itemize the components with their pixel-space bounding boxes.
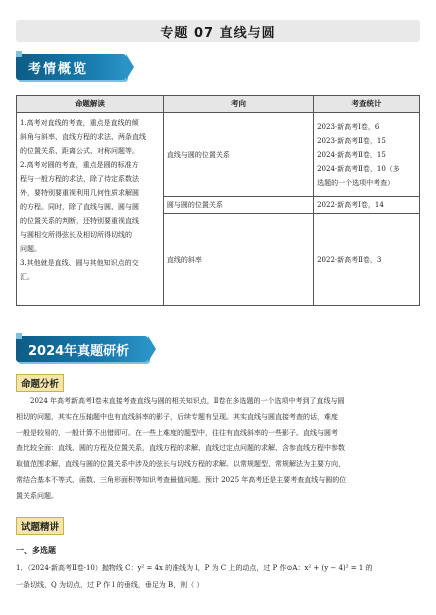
analysis-line: 常结合基本不等式、函数、三角形面积等知识考查最值问题。预计 2025 年高考还是主要考查直线与圆的位 xyxy=(16,475,347,484)
statistics-cell: 2022·新高考Ⅱ卷，3 xyxy=(314,214,420,306)
statistic-line: 2023·新高考Ⅱ卷，15 xyxy=(317,136,386,145)
analysis-line: 2024 年高考新高考Ⅰ卷未直接考查直线与圆的相关知识点，Ⅱ卷在多选题的一个选项中考到了直线与圆 xyxy=(30,397,345,405)
interpretation-line: 与圆相交所得弦长及相切所得切线的 xyxy=(20,231,132,239)
header-direction: 考向 xyxy=(163,96,313,113)
header-interpretation: 命题解读 xyxy=(17,96,164,113)
interpretation-line: 外，要特别要重视利用几何性质求解圆 xyxy=(20,189,139,197)
interpretation-line: 问题。 xyxy=(20,245,41,253)
interpretation-line: 的位置关系、距离公式、对称问题等。 xyxy=(20,147,139,155)
analysis-line: 相切的问题，其实在压轴题中也有直线斜率的影子，后续专题有呈现。其实直线与圆直接考查的话，难度 xyxy=(16,412,338,421)
interpretation-line: 汇。 xyxy=(20,273,34,281)
interpretation-line: 的位置关系的判断，还特别要重视直线 xyxy=(20,217,139,225)
interpretation-line: 程与一般方程的求法，除了待定系数法 xyxy=(20,175,139,183)
statistics-cell: 2022·新高考Ⅰ卷，14 xyxy=(314,197,420,214)
section-title: 一、多选题 xyxy=(16,546,56,555)
analysis-line: 查比较全面：直线、圆的方程及位置关系，直线方程的求解、直线过定点问题的求解、含参直线方程中参数 xyxy=(16,444,345,453)
overview-banner xyxy=(16,54,126,80)
analysis-line: 置关系问题。 xyxy=(16,491,58,500)
interpretation-line: 3.其他就是直线、圆与其他知识点的交 xyxy=(20,259,139,267)
statistic-line: 2023·新高考Ⅰ卷，6 xyxy=(317,122,380,131)
header-statistics: 考查统计 xyxy=(314,96,420,113)
interpretation-line: 1.高考对直线的考查，重点是直线的倾 xyxy=(20,119,139,127)
table-header-row xyxy=(17,96,420,113)
statistics-cell xyxy=(314,113,420,197)
interpretation-line: 斜角与斜率、直线方程的求法、两条直线 xyxy=(20,133,146,141)
direction-cell: 直线与圆的位置关系 xyxy=(163,113,313,197)
statistic-line: 2024·新高考Ⅱ卷，10（多 xyxy=(317,164,400,173)
overview-table xyxy=(16,95,420,306)
statistic-line: 2024·新高考Ⅱ卷，15 xyxy=(317,150,386,159)
banner-accent xyxy=(16,333,22,339)
real-questions-banner-text: 2024年真题研析 xyxy=(28,343,130,359)
analysis-line: 取值范围求解，直线与圆的位置关系中涉及的弦长与切线方程的求解。以常规题型、常规解法为主要方向， xyxy=(16,460,345,469)
questions-label: 试题精讲 xyxy=(16,517,64,535)
question-line: 一条切线，Q 为切点，过 P 作 l 的垂线，垂足为 B，则（ ） xyxy=(16,581,204,589)
page-title: 专题 07 直线与圆 xyxy=(16,20,420,42)
table-row xyxy=(17,113,420,197)
interpretation-line: 的方程。同时，除了直线与圆、圆与圆 xyxy=(20,203,139,211)
question-line: 1．（2024·新高考Ⅱ卷·10）抛物线 C：y² = 4x 的准线为 l，P 为 C 上的动点，过 P 作⊙A：x² + (y − 4)² = 1 的 xyxy=(16,564,373,572)
analysis-label: 命题分析 xyxy=(16,374,64,392)
overview-banner-text: 考情概览 xyxy=(28,61,89,77)
analysis-paragraph xyxy=(16,394,420,505)
interpretation-cell xyxy=(17,113,164,306)
real-questions-banner xyxy=(16,336,148,362)
analysis-line: 一般是较易的，一般计算不出错即可。在一些上难度的题型中，往往有直线斜率的一些影子。直线与圆考 xyxy=(16,428,338,437)
statistic-line: 选题的一个选项中考查） xyxy=(317,178,395,187)
direction-cell: 圆与圆的位置关系 xyxy=(163,197,313,214)
interpretation-line: 2.高考对圆的考查，重点是圆的标准方 xyxy=(20,161,139,169)
direction-cell: 直线的斜率 xyxy=(163,214,313,306)
banner-accent xyxy=(16,51,22,57)
